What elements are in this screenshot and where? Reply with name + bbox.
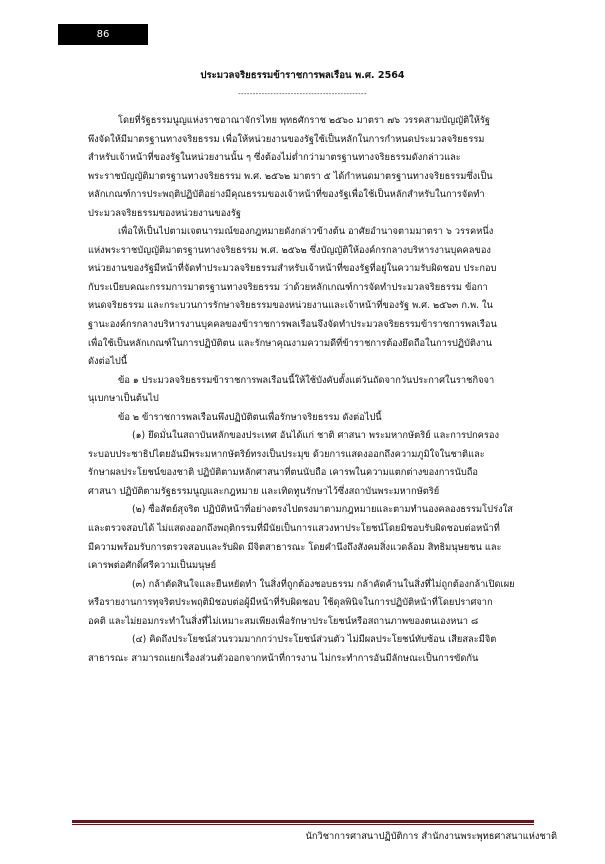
- body-line: อคติ และไม่ยอมกระทำในสิ่งที่ไม่เหมาะสมเพียงเพื่อรักษาประโยชน์หรือสถานภาพของตนเองหนา ๘: [88, 615, 479, 627]
- footer-author-line: นักวิชาการศาสนาปฏิบัติการ สำนักงานพระพุทธศาสนาแห่งชาติ: [305, 831, 557, 842]
- body-line: รักษาผลประโยชน์ของชาติ ปฏิบัติตามหลักศาสนาที่ตนนับถือ เคารพในความแตกต่างของการนับถือ: [88, 467, 479, 479]
- body-line: พึงจัดให้มีมาตรฐานทางจริยธรรม เพื่อให้หน่วยงานของรัฐใช้เป็นหลักในการกำหนดประมวลจริยธรรม: [88, 133, 485, 145]
- body-line: แห่งพระราชบัญญัติมาตรฐานทางจริยธรรม พ.ศ. ๒๕๖๒ ซึ่งบัญญัติให้องค์กรกลางบริหารงานบุคคลของ: [88, 244, 491, 256]
- body-line: หน่วยงานของรัฐมีหน้าที่จัดทำประมวลจริยธรรมสำหรับเจ้าหน้าที่ของรัฐที่อยู่ในความรับผิดชอบ ประกอบ: [88, 263, 497, 275]
- body-line: ดังต่อไปนี้: [88, 356, 128, 368]
- body-line: สาธารณะ สามารถแยกเรื่องส่วนตัวออกจากหน้าที่การงาน ไม่กระทำการอันมีลักษณะเป็นการขัดกัน: [88, 652, 479, 664]
- body-line: ระบอบประชาธิปไตยอันมีพระมหากษัตริย์ทรงเป็นประมุข ด้วยการแสดงออกถึงความภูมิใจในชาติและ: [88, 448, 485, 460]
- footer-divider-thick: [72, 820, 534, 823]
- body-line: หนดจริยธรรม และกระบวนการรักษาจริยธรรมของหน่วยงานและเจ้าหน้าที่ของรัฐ พ.ศ. ๒๕๖๓ ก.พ. ใน: [88, 300, 493, 312]
- body-line: (๔) คิดถึงประโยชน์ส่วนรวมมากกว่าประโยชน์ส่วนตัว ไม่มีผลประโยชน์ทับซ้อน เสียสละมีจิต: [132, 634, 497, 646]
- body-line: (๑) ยึดมั่นในสถาบันหลักของประเทศ อันได้แก่ ชาติ ศาสนา พระมหากษัตริย์ และการปกครอง: [132, 430, 499, 442]
- body-line: ประมวลจริยธรรมของหน่วยงานของรัฐ: [88, 207, 241, 219]
- body-line: เคารพต่อศักดิ์ศรีความเป็นมนุษย์: [88, 560, 217, 572]
- body-line: (๒) ซื่อสัตย์สุจริต ปฏิบัติหน้าที่อย่างตรงไปตรงมาตามกฎหมายและตามทำนองคลองธรรมโปร่งใส: [132, 504, 513, 516]
- body-line: หลักเกณฑ์การประพฤติปฏิบัติอย่างมีคุณธรรมของเจ้าหน้าที่ของรัฐเพื่อใช้เป็นหลักสำหรับในการจัดทำ: [88, 189, 485, 201]
- page-number-box: [58, 24, 148, 45]
- body-line: ข้อ ๒ ข้าราชการพลเรือนพึงปฏิบัติตนเพื่อรักษาจริยธรรม ดังต่อไปนี้: [118, 411, 382, 423]
- document-body: [88, 112, 520, 668]
- body-line: นุเบกษาเป็นต้นไป: [88, 393, 159, 405]
- body-line: ข้อ ๑ ประมวลจริยธรรมข้าราชการพลเรือนนี้ให้ใช้บังคับตั้งแต่วันถัดจากวันประกาศในราชกิจจา: [118, 374, 495, 386]
- body-line: พระราชบัญญัติมาตรฐานทางจริยธรรม พ.ศ. ๒๕๖๒ มาตรา ๕ ได้กำหนดมาตรฐานทางจริยธรรมซึ่งเป็น: [88, 170, 493, 182]
- body-line: กับระเบียบคณะกรรมการมาตรฐานทางจริยธรรม ว่าด้วยหลักเกณฑ์การจัดทำประมวลจริยธรรม ข้อกา: [88, 281, 488, 293]
- body-line: หรือรายงานการทุจริตประพฤติมิชอบต่อผู้มีหน้าที่รับผิดชอบ ใช้ดุลพินิจในการปฏิบัติหน้าที่โดยปราศจาก: [88, 597, 493, 609]
- body-line: มีความพร้อมรับการตรวจสอบและรับผิด มีจิตสาธารณะ โดยคำนึงถึงสังคมสิ่งแวดล้อม สิทธิมนุษยชน และ: [88, 541, 502, 553]
- title-underline: --------------------------------------------: [238, 90, 367, 98]
- body-line: และตรวจสอบได้ ไม่แสดงออกถึงพฤติกรรมที่มีนัยเป็นการแสวงหาประโยชน์โดยมิชอบรับผิดชอบต่อหน้าที่: [88, 523, 500, 535]
- body-line: สำหรับเจ้าหน้าที่ของรัฐในหน่วยงานนั้น ๆ ซึ่งต้องไม่ต่ำกว่ามาตรฐานทางจริยธรรมดังกล่าวและ: [88, 152, 461, 164]
- body-line: ฐานะองค์กรกลางบริหารงานบุคคลของข้าราชการพลเรือนจึงจัดทำประมวลจริยธรรมข้าราชการพลเรือน: [88, 319, 497, 331]
- footer-divider-thin: [72, 824, 534, 825]
- body-line: ศาสนา ปฏิบัติตามรัฐธรรมนูญและกฎหมาย และเทิดทูนรักษาไว้ซึ่งสถาบันพระมหากษัตริย์: [88, 485, 440, 497]
- body-line: เพื่อใช้เป็นหลักเกณฑ์ในการปฏิบัติตน และรักษาคุณงามความดีที่ข้าราชการต้องยึดถือในการปฏิบัติงาน: [88, 337, 493, 349]
- body-line: เพื่อให้เป็นไปตามเจตนารมณ์ของกฎหมายดังกล่าวข้างต้น อาศัยอำนาจตามมาตรา ๖ วรรคหนึ่ง: [118, 226, 494, 238]
- body-line: (๓) กล้าตัดสินใจและยืนหยัดทำ ในสิ่งที่ถูกต้องชอบธรรม กล้าคัดค้านในสิ่งที่ไม่ถูกต้องกล้าเปิดเผย: [132, 578, 515, 590]
- body-line: โดยที่รัฐธรรมนูญแห่งราชอาณาจักรไทย พุทธศักราช ๒๕๖๐ มาตรา ๗๖ วรรคสามบัญญัติให้รัฐ: [118, 115, 490, 126]
- page-number: 86: [96, 29, 110, 40]
- document-title: ประมวลจริยธรรมข้าราชการพลเรือน พ.ศ. 2564: [200, 70, 405, 81]
